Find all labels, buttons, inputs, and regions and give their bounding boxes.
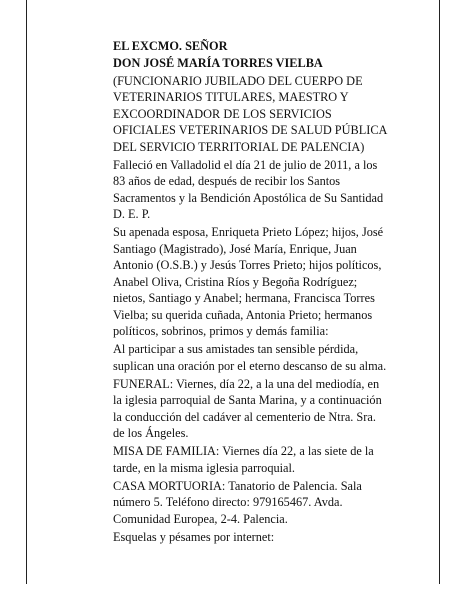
text-line: Anabel Oliva, Cristina Ríos y Begoña Rodríguez; — [113, 274, 358, 289]
text-line: políticos, sobrinos, primos y demás familia: — [113, 324, 329, 338]
text-line: CASA MORTUORIA: Tanatorio de Palencia. Sala — [113, 478, 362, 493]
obituary-notice — [113, 38, 431, 547]
online-condolences — [113, 529, 431, 546]
text-line: número 5. Teléfono directo: 979165467. Avda. — [113, 495, 343, 509]
death-notice — [113, 157, 431, 223]
obituary-heading — [113, 38, 431, 71]
text-line: la iglesia parroquial de Santa Marina, y a continuación — [113, 393, 382, 407]
text-line: Falleció en Valladolid el día 21 de julio de 2011, a los — [113, 157, 378, 172]
funeral-details — [113, 376, 431, 442]
text-line: OFICIALES VETERINARIOS DE SALUD PÚBLICA — [113, 123, 388, 137]
prayer-request — [113, 341, 431, 374]
right-border-rule — [439, 0, 440, 584]
text-line: 83 años de edad, después de recibir los Santos — [113, 174, 341, 188]
text-line: Santiago (Magistrado), José María, Enrique, Juan — [113, 241, 357, 256]
family-mass-details — [113, 443, 431, 476]
text-line: Vielba; su querida cuñada, Antonia Prieto; hermanos — [113, 307, 373, 322]
text-line: Comunidad Europea, 2-4. Palencia. — [113, 511, 288, 526]
text-line: FUNERAL: Viernes, día 22, a la una del mediodía, en — [113, 376, 380, 391]
text-line: Antonio (O.S.B.) y Jesús Torres Prieto; hijos políticos, — [113, 258, 382, 272]
text-line: Sacramentos y la Bendición Apostólica de Su Santidad — [113, 190, 384, 205]
text-line: D. E. P. — [113, 207, 151, 221]
text-line: VETERINARIOS TITULARES, MAESTRO Y — [113, 90, 349, 104]
funeral-home-details — [113, 478, 431, 528]
text-line: la conducción del cadáver al cementerio de Ntra. Sra. — [113, 409, 376, 424]
deceased-name: DON JOSÉ MARÍA TORRES VIELBA — [113, 55, 323, 70]
honorific-title: EL EXCMO. SEÑOR — [113, 39, 228, 53]
left-border-rule — [26, 0, 27, 584]
text-line: EXCOORDINADOR DE LOS SERVICIOS — [113, 106, 332, 121]
family-list — [113, 224, 431, 340]
text-line: Su apenada esposa, Enriqueta Prieto López; hijos, José — [113, 225, 384, 239]
text-line: tarde, en la misma iglesia parroquial. — [113, 460, 295, 475]
text-line: nietos, Santiago y Anabel; hermana, Francisca Torres — [113, 291, 375, 305]
text-line: Al participar a sus amistades tan sensible pérdida, — [113, 342, 359, 356]
career-description — [113, 73, 431, 156]
text-line: de los Ángeles. — [113, 426, 189, 440]
text-line: MISA DE FAMILIA: Viernes día 22, a las siete de la — [113, 444, 374, 458]
text-line: DEL SERVICIO TERRITORIAL DE PALENCIA) — [113, 139, 365, 154]
text-line: (FUNCIONARIO JUBILADO DEL CUERPO DE — [113, 73, 363, 88]
text-line: suplican una oración por el eterno descanso de su alma. — [113, 358, 387, 373]
text-line: Esquelas y pésames por internet: — [113, 529, 275, 544]
